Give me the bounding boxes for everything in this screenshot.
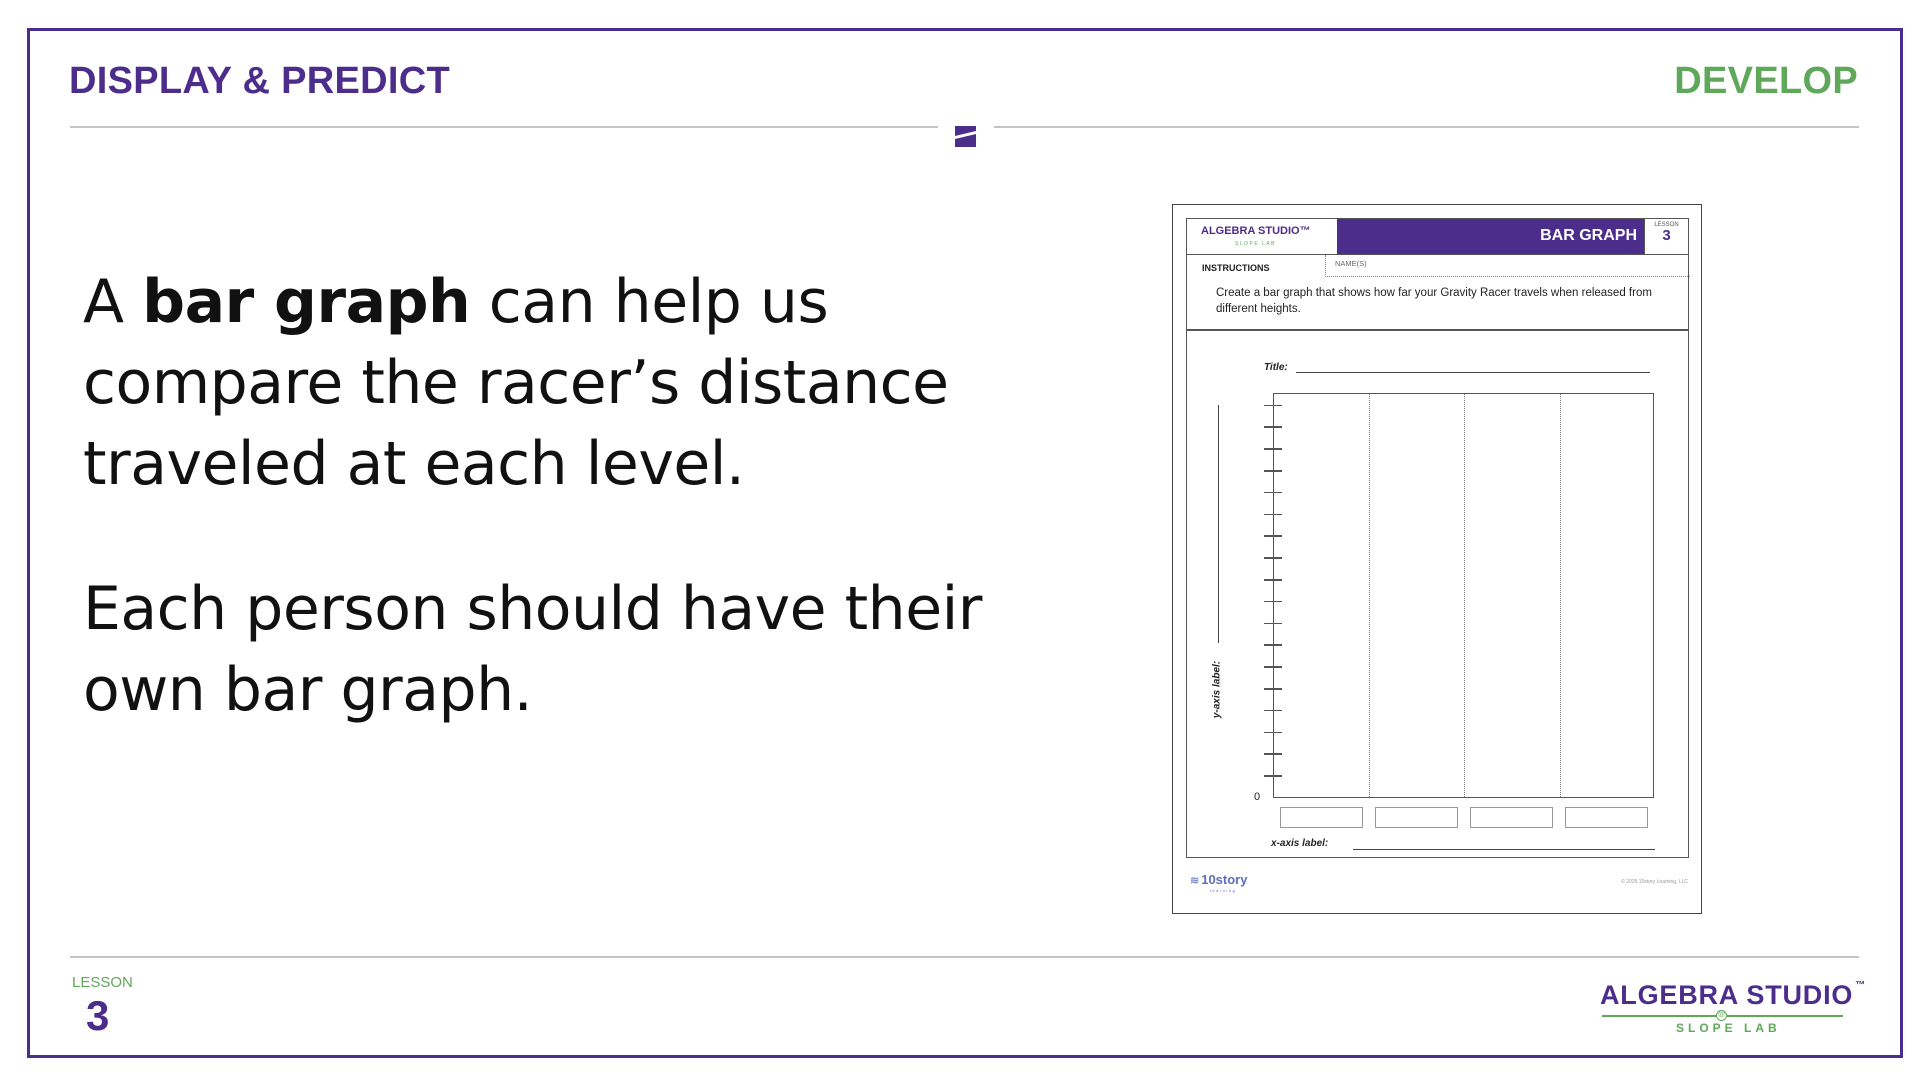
worksheet-brand-subtitle: SLOPE LAB (1235, 241, 1277, 247)
worksheet-brand-title: ALGEBRA STUDIO™ (1201, 225, 1311, 237)
worksheet-names-label: NAME(S) (1335, 259, 1367, 268)
worksheet-category-box (1280, 807, 1363, 828)
worksheet-y-axis-label: y-axis label: (1211, 660, 1223, 719)
10story-logo-icon (1190, 872, 1248, 893)
worksheet-y-tick (1264, 426, 1282, 428)
worksheet-instructions-text: Create a bar graph that shows how far your Gravity Racer travels when released from different heights. (1216, 287, 1652, 315)
section-title: DISPLAY & PREDICT (69, 60, 450, 102)
worksheet-heading-band (1337, 219, 1645, 254)
worksheet-y-tick (1264, 535, 1282, 537)
paragraph1-bold: bar graph (142, 267, 471, 337)
worksheet-y-tick (1264, 601, 1282, 603)
worksheet-y-tick (1264, 557, 1282, 559)
worksheet-y-tick (1264, 405, 1282, 407)
paragraph-own-graph: Each person should have their own bar graph. (83, 574, 982, 725)
worksheet-y-tick (1264, 579, 1282, 581)
worksheet-y-tick (1264, 666, 1282, 668)
worksheet-y-label-line (1218, 405, 1219, 643)
worksheet-copyright: © 2025 10story Learning, LLC (1621, 879, 1688, 885)
worksheet-footer-logo: 10story (1201, 872, 1248, 887)
brand-name-text: ALGEBRA STUDIO (1600, 980, 1854, 1010)
worksheet-category-box (1565, 807, 1648, 828)
worksheet-column-divider (1464, 394, 1465, 797)
worksheet-y-tick (1264, 644, 1282, 646)
worksheet-divider (1187, 329, 1688, 331)
brand-name (1600, 980, 1866, 1011)
footer-rule (70, 956, 1859, 958)
worksheet-zero-label: 0 (1254, 791, 1261, 803)
algebra-studio-logo (1600, 980, 1865, 1040)
worksheet-inner-frame (1186, 218, 1689, 858)
worksheet-y-tick (1264, 492, 1282, 494)
worksheet-y-tick (1264, 732, 1282, 734)
worksheet-y-tick (1264, 623, 1282, 625)
worksheet-brand (1187, 219, 1337, 255)
worksheet-column-divider (1369, 394, 1370, 797)
worksheet-lesson-box (1644, 219, 1688, 254)
brand-at-icon: @ (1716, 1010, 1727, 1021)
worksheet-y-tick (1264, 753, 1282, 755)
worksheet-lesson-label: LESSON (1654, 222, 1679, 228)
worksheet-y-tick (1264, 710, 1282, 712)
10story-mark-icon: ≋ (1190, 875, 1200, 887)
worksheet-x-label-line (1353, 849, 1655, 850)
phase-label: DEVELOP (1674, 60, 1858, 102)
worksheet-y-tick (1264, 514, 1282, 516)
worksheet-y-tick (1264, 688, 1282, 690)
worksheet-y-tick (1264, 775, 1282, 777)
worksheet-info-row (1187, 255, 1688, 277)
worksheet-x-axis-label: x-axis label: (1271, 838, 1329, 849)
worksheet-y-tick (1264, 448, 1282, 450)
lesson-label: LESSON (72, 974, 133, 991)
worksheet-category-box (1375, 807, 1458, 828)
brand-subtitle: SLOPE LAB (1676, 1021, 1781, 1035)
paragraph-bar-graph (83, 262, 1033, 505)
worksheet-names-field (1325, 255, 1690, 277)
worksheet-column-divider (1560, 394, 1561, 797)
bar-graph-worksheet (1172, 204, 1702, 914)
header-rule-left (70, 126, 938, 128)
paragraph1-after: can help us compare the racer’s distance traveled at each level. (83, 267, 949, 499)
worksheet-header (1187, 219, 1688, 255)
worksheet-y-tick (1264, 470, 1282, 472)
worksheet-heading: BAR GRAPH (1540, 227, 1637, 244)
lesson-number: 3 (86, 992, 110, 1039)
paragraph1-before: A (83, 267, 143, 337)
brand-trademark: ™ (1855, 980, 1867, 991)
worksheet-category-box (1470, 807, 1553, 828)
header-rule-right (994, 126, 1859, 128)
worksheet-title-label: Title: (1264, 362, 1288, 373)
body-text (83, 262, 1033, 731)
worksheet-footer-logo-sub: learning (1210, 888, 1237, 893)
worksheet-title-line (1296, 372, 1650, 373)
worksheet-lesson-number: 3 (1662, 227, 1671, 244)
worksheet-instructions-label: INSTRUCTIONS (1202, 263, 1270, 273)
worksheet-plot-area (1273, 393, 1654, 798)
divider-mark-icon (955, 126, 976, 147)
